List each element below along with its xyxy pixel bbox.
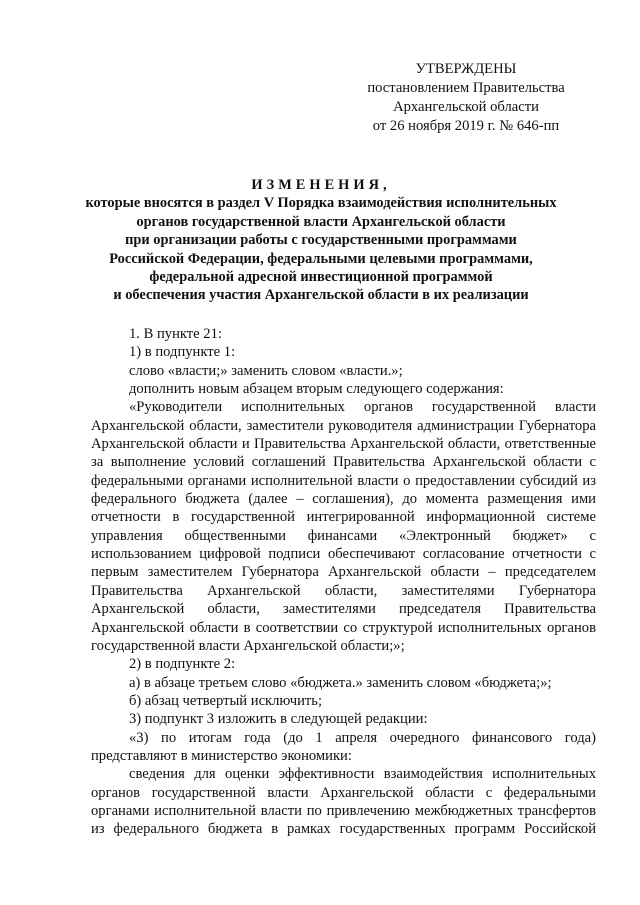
approval-stamp: [350, 60, 582, 136]
paragraph-change-b: б) абзац четвертый исключить;: [129, 692, 323, 709]
paragraph-replace-word: слово «власти;» заменить словом «власти.»;: [129, 362, 403, 379]
approval-decree: постановлением Правительства: [367, 80, 565, 96]
paragraph-subitem-1: 1) в подпункте 1:: [129, 344, 236, 361]
approval-region: Архангельской области: [393, 99, 539, 115]
paragraph-new-subitem-3: «3) по итогам года (до 1 апреля очередного финансового года) представляют в министерство экономики:: [91, 729, 596, 764]
document-title: [60, 176, 582, 305]
approval-date: от 26 ноября 2019 г. № 646-пп: [372, 118, 560, 134]
paragraph-change-a: а) в абзаце третьем слово «бюджета.» заменить словом «бюджета;»;: [129, 674, 552, 691]
title-line: которые вносятся в раздел V Порядка взаимодействия исполнительных: [85, 195, 557, 212]
title-line: и обеспечения участия Архангельской области в их реализации: [113, 287, 529, 304]
paragraph-add-abzats: дополнить новым абзацем вторым следующего содержания:: [129, 381, 504, 398]
document-body: [91, 325, 596, 839]
title-line: Российской Федерации, федеральными целевыми программами,: [109, 250, 533, 267]
title-line: федеральной адресной инвестиционной программой: [149, 269, 493, 286]
paragraph-evaluation: сведения для оценки эффективности взаимодействия исполнительных органов государственной власти Архангельской области с федеральными органами исполнительной власти по привлечению межбюджетных трансфертов из федерального бюджета в рамках государственных программ Российской: [91, 766, 596, 838]
paragraph-new-text: «Руководители исполнительных органов государственной власти Архангельской области, заместители руководителя администрации Губернатора Архангельской области и Правительства Архангельской области, ответственные за выполнение условий соглашений Правительства Архангельской области с федеральными органами исполнительной власти о предоставлении субсидий из федерального бюджета (далее – соглашения), до момента размещения ими отчетности в государственной интегрированной информационной системе управления общественными финансами «Электронный бюджет» с использованием цифровой подписи обеспечивают согласование отчетности с первым заместителем Губернатора Архангельской области – председателем Правительства Архангельской области, заместителями Губернатора Архангельской области, заместителями председателя Правительства Архангельской области в соответствии со структурой исполнительных органов государственной власти Архангельской области;»;: [91, 399, 596, 654]
paragraph-item-1: 1. В пункте 21:: [129, 326, 222, 342]
title-heading: ИЗМЕНЕНИЯ,: [251, 177, 391, 193]
paragraph-subitem-2: 2) в подпункте 2:: [129, 656, 236, 673]
title-line: при организации работы с государственными программами: [125, 232, 517, 249]
title-line: органов государственной власти Архангельской области: [136, 213, 506, 230]
paragraph-subitem-3: 3) подпункт 3 изложить в следующей редакции:: [129, 711, 428, 728]
approval-title: УТВЕРЖДЕНЫ: [415, 61, 517, 77]
